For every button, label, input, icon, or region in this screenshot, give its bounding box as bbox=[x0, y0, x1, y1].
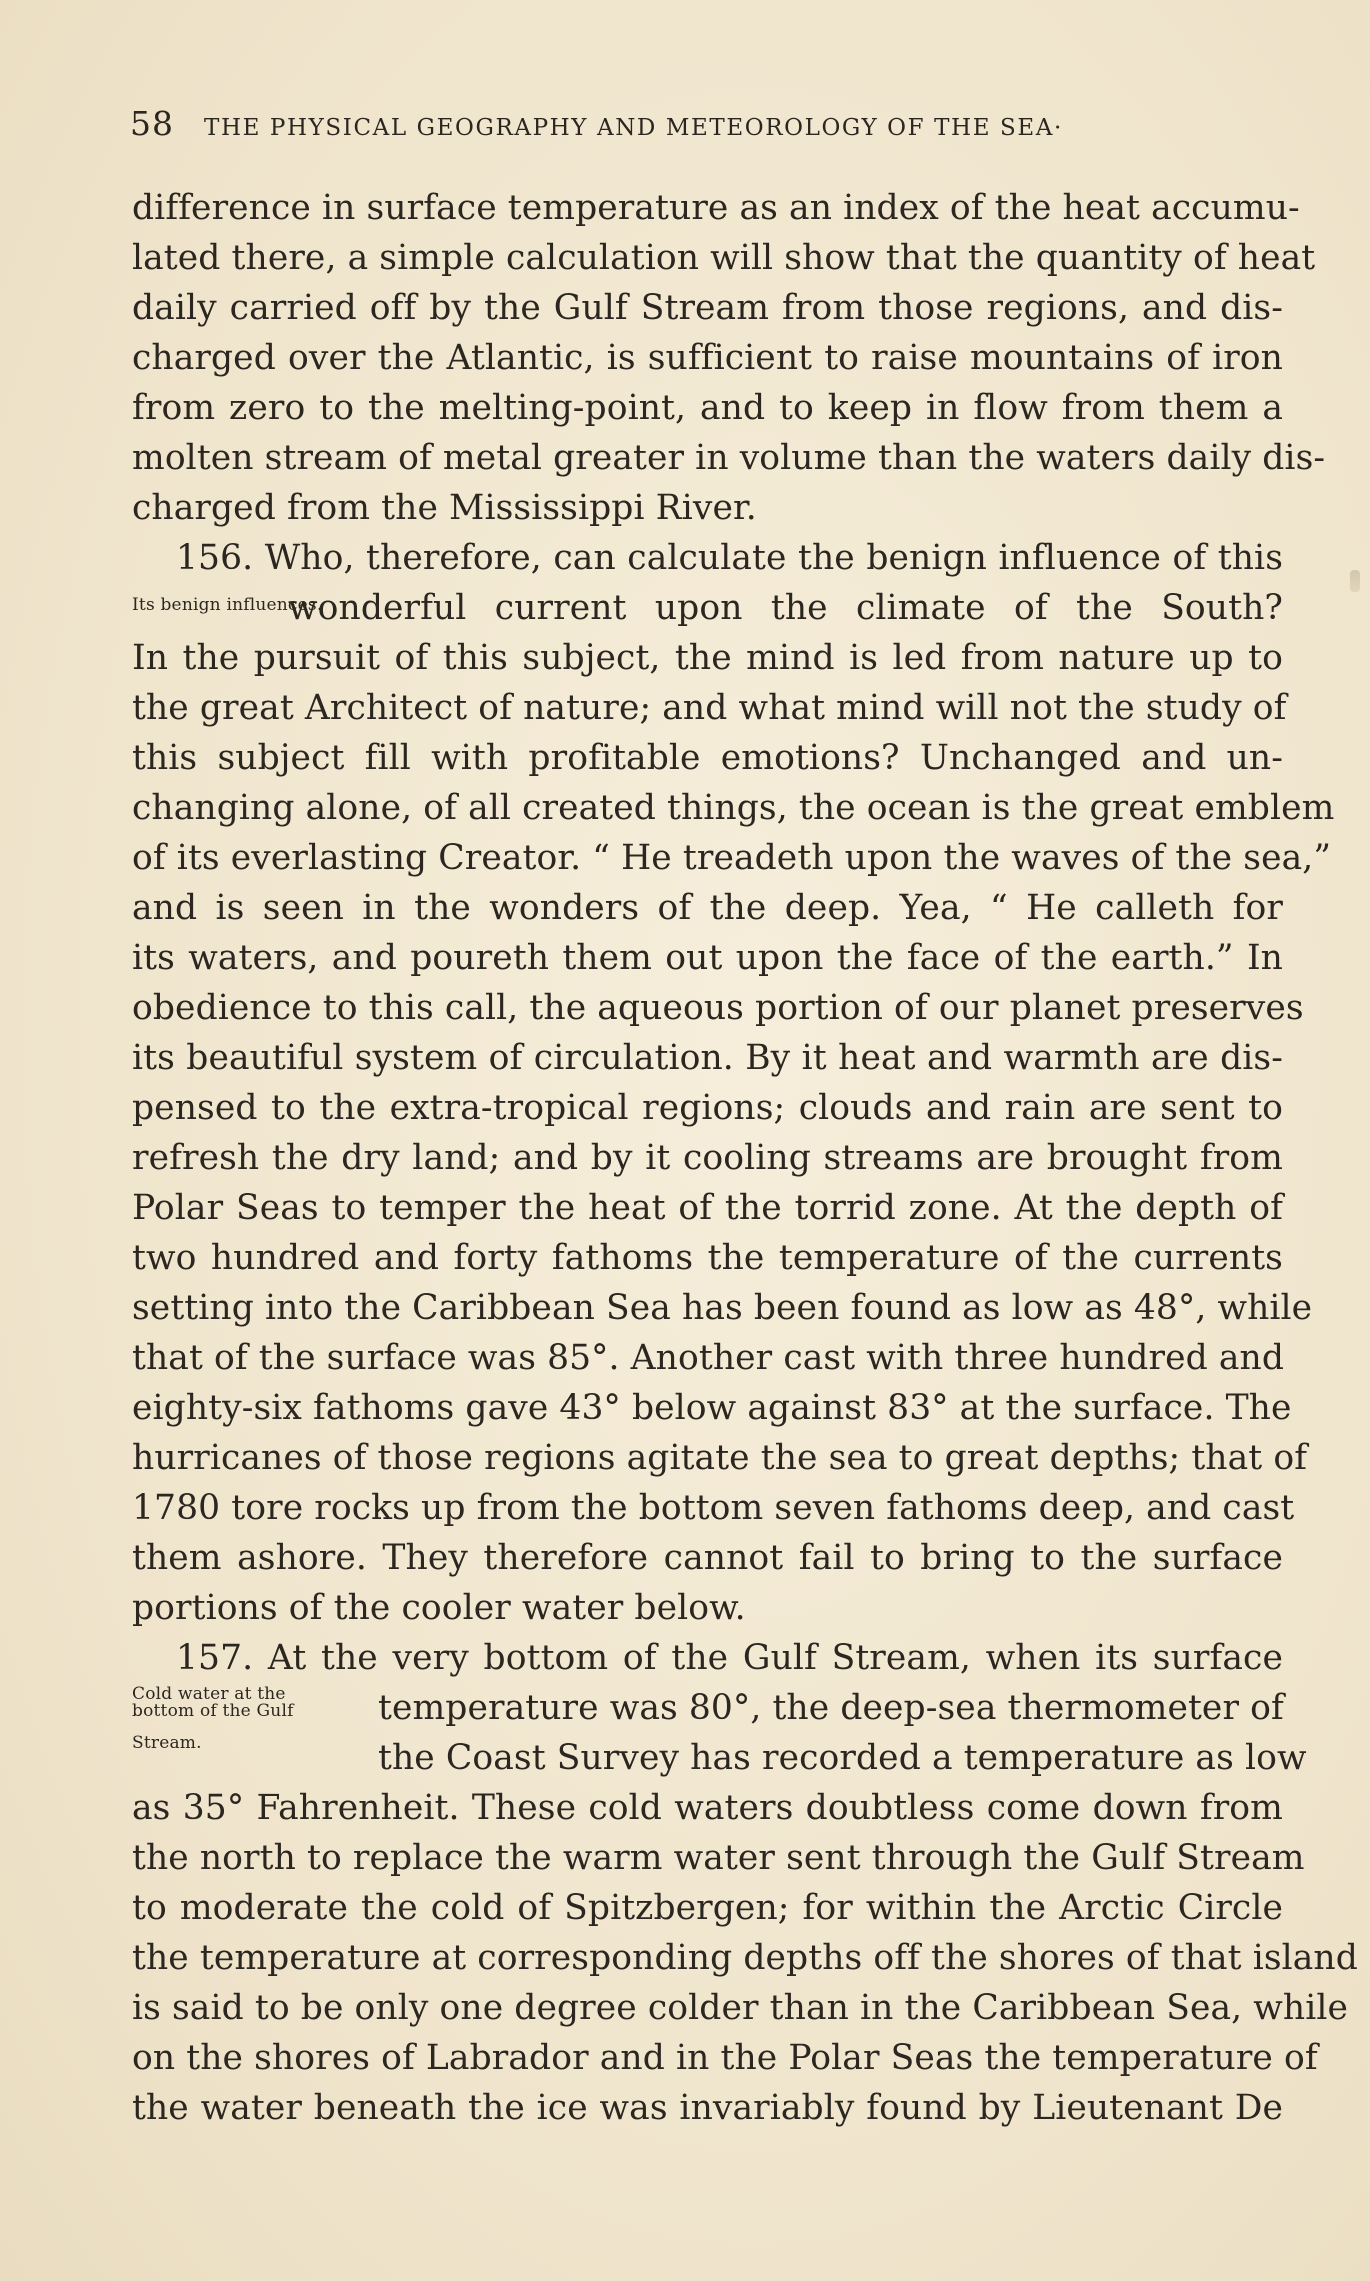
text-line: as 35° Fahrenheit. These cold waters doubtless come down from bbox=[132, 1788, 1283, 1828]
text-line: the temperature at corresponding depths off the shores of that island bbox=[132, 1938, 1358, 1978]
page-number: 58 bbox=[130, 104, 174, 143]
text-line: of its everlasting Creator. “ He treadeth upon the waves of the sea,” bbox=[132, 838, 1332, 878]
sidenote-benign-influences: Its benign influences. bbox=[132, 595, 323, 615]
text-line: lated there, a simple calculation will show that the quantity of heat bbox=[132, 238, 1316, 278]
text-line: its beautiful system of circulation. By it heat and warmth are dis- bbox=[132, 1038, 1283, 1078]
text-line: the north to replace the warm water sent through the Gulf Stream bbox=[132, 1838, 1305, 1878]
running-title: THE PHYSICAL GEOGRAPHY AND METEOROLOGY OF THE SEA· bbox=[204, 115, 1063, 141]
text-line: charged over the Atlantic, is sufficient to raise mountains of iron bbox=[132, 338, 1283, 378]
text-line: eighty-six fathoms gave 43° below against 83° at the surface. The bbox=[132, 1388, 1292, 1428]
text-line: portions of the cooler water below. bbox=[132, 1588, 746, 1628]
text-line: daily carried off by the Gulf Stream from those regions, and dis- bbox=[132, 288, 1283, 328]
text-line: that of the surface was 85°. Another cast with three hundred and bbox=[132, 1338, 1285, 1378]
text-line: 1780 tore rocks up from the bottom seven fathoms deep, and cast bbox=[132, 1488, 1295, 1528]
text-line: this subject fill with profitable emotions? Unchanged and un- bbox=[132, 738, 1283, 778]
text-line: hurricanes of those regions agitate the sea to great depths; that of bbox=[132, 1438, 1308, 1478]
text-line: molten stream of metal greater in volume than the waters daily dis- bbox=[132, 438, 1326, 478]
text-line: changing alone, of all created things, the ocean is the great emblem bbox=[132, 788, 1335, 828]
text-line: refresh the dry land; and by it cooling streams are brought from bbox=[132, 1138, 1283, 1178]
text-line: difference in surface temperature as an index of the heat accumu- bbox=[132, 188, 1300, 228]
text-line: the Coast Survey has recorded a temperature as low bbox=[378, 1738, 1307, 1778]
text-line: to moderate the cold of Spitzbergen; for within the Arctic Circle bbox=[132, 1888, 1283, 1928]
text-line: from zero to the melting-point, and to keep in flow from them a bbox=[132, 388, 1283, 428]
sidenote-cold-water-line-1: Cold water at the bbox=[132, 1684, 286, 1704]
text-line: is said to be only one degree colder than in the Caribbean Sea, while bbox=[132, 1988, 1348, 2028]
text-line: the great Architect of nature; and what mind will not the study of bbox=[132, 688, 1287, 728]
text-line: setting into the Caribbean Sea has been found as low as 48°, while bbox=[132, 1288, 1313, 1328]
page-edge-mark bbox=[1350, 570, 1360, 592]
text-line: In the pursuit of this subject, the mind is led from nature up to bbox=[132, 638, 1283, 678]
paragraph-157-start: 157. At the very bottom of the Gulf Stream, when its surface bbox=[176, 1638, 1283, 1678]
running-head bbox=[130, 104, 1290, 148]
paragraph-156-start: 156. Who, therefore, can calculate the benign influence of this bbox=[176, 538, 1283, 578]
text-line: on the shores of Labrador and in the Polar Seas the temperature of bbox=[132, 2038, 1318, 2078]
text-line: the water beneath the ice was invariably found by Lieutenant De bbox=[132, 2088, 1283, 2128]
text-line: and is seen in the wonders of the deep. Yea, “ He calleth for bbox=[132, 888, 1283, 928]
text-line: them ashore. They therefore cannot fail to bring to the surface bbox=[132, 1538, 1283, 1578]
text-line: its waters, and poureth them out upon the face of the earth.” In bbox=[132, 938, 1283, 978]
text-line: charged from the Mississippi River. bbox=[132, 488, 757, 528]
text-line: obedience to this call, the aqueous portion of our planet preserves bbox=[132, 988, 1304, 1028]
text-line: pensed to the extra-tropical regions; clouds and rain are sent to bbox=[132, 1088, 1283, 1128]
text-line: two hundred and forty fathoms the temperature of the currents bbox=[132, 1238, 1283, 1278]
text-line: Polar Seas to temper the heat of the torrid zone. At the depth of bbox=[132, 1188, 1283, 1228]
text-line: wonderful current upon the climate of the South? bbox=[288, 588, 1283, 628]
sidenote-cold-water-line-3: Stream. bbox=[132, 1733, 202, 1753]
text-line: temperature was 80°, the deep-sea thermometer of bbox=[378, 1688, 1284, 1728]
sidenote-cold-water-line-2: bottom of the Gulf bbox=[132, 1701, 294, 1721]
